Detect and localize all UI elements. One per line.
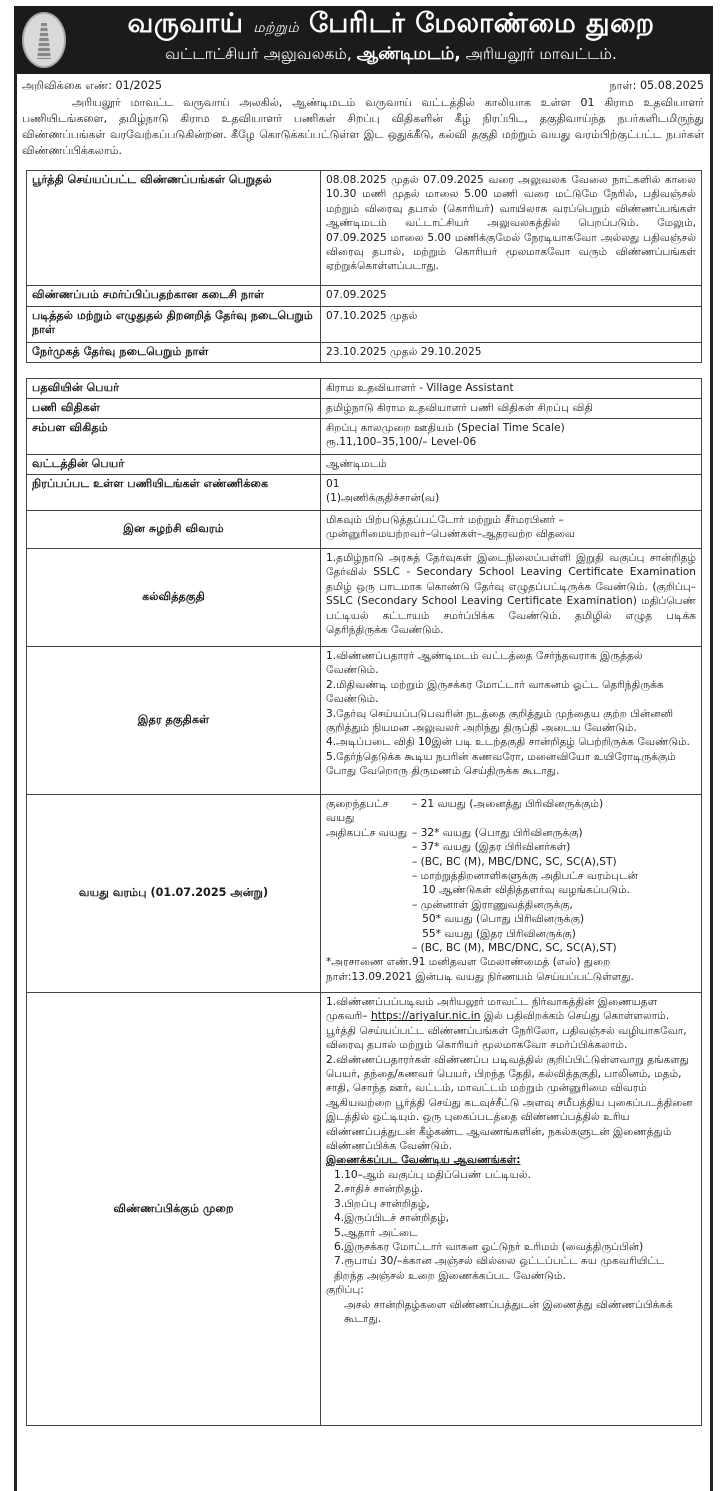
age-min-row xyxy=(326,797,696,826)
age-max-line: – 37* வயது (இதர பிரிவினர்கள்) xyxy=(412,841,571,854)
age-max-line: – முன்னாள் இராணுவத்தினருக்கு, xyxy=(412,898,573,911)
rules-value: தமிழ்நாடு கிராம உதவியாளர் பணி விதிகள் சிறப்பு விதி xyxy=(321,399,702,419)
taluk-label: வட்டத்தின் பெயர் xyxy=(27,455,321,475)
row-value: 08.08.2025 முதல் 07.09.2025 வரை அலுவலக வேலை நாட்களில் காலை 10.30 மணி முதல் மாலை 5.00 மணி வரை மட்டுமே நேரில், பதிவஞ்சல் மற்றும் விரைவு தபால் (கொரியர்) வாயிலாக வரப்பெறும் விண்ணப்பங்கள் ஆண்டிமடம் வட்டாட்சியர் அலுவலகத்தில் பெறப்படும். மேலும், 07.09.2025 மாலை 5.00 மணிக்குமேல் நேரடியாகவோ அல்லது பதிவஞ்சல் விரைவு தபால், மற்றும் கொரியர் மூலமாகவோ வரும் விண்ணப்பங்கள் ஏற்றுக்கொள்ளப்படாது. xyxy=(321,171,702,286)
table-row xyxy=(27,993,702,1426)
note-label: குறிப்பு: xyxy=(326,1284,364,1297)
apply-paragraph-1 xyxy=(326,995,696,1024)
table-row xyxy=(27,286,702,307)
age-max-line: 50* வயது (பொது பிரிவினருக்கு) xyxy=(412,913,585,926)
table-row xyxy=(27,455,702,475)
apply-method-label: விண்ணப்பிக்கும் முறை xyxy=(27,993,321,1426)
table-row xyxy=(27,399,702,419)
row-value: 07.09.2025 xyxy=(321,286,702,307)
apply-method-value xyxy=(321,993,702,1426)
title-part-1: வருவாய் xyxy=(127,8,244,39)
document-item: 3.பிறப்பு சான்றிதழ், xyxy=(334,1197,430,1210)
district-website-link[interactable]: https://ariyalur.nic.in xyxy=(370,1010,481,1023)
subtitle-part-3: அரியலூர் மாவட்டம். xyxy=(465,45,617,63)
other-qualifications-value xyxy=(321,647,702,795)
rotation-value xyxy=(321,511,702,549)
department-title xyxy=(76,8,706,43)
table-row xyxy=(27,419,702,455)
pay-value xyxy=(321,419,702,455)
rotation-label: இன சுழற்சி விவரம் xyxy=(27,511,321,549)
post-value: கிராம உதவியாளர் - Village Assistant xyxy=(321,379,702,399)
notice-intro: அரியலூர் மாவட்ட வருவாய் அலகில், ஆண்டிமடம் வருவாய் வட்டத்தில் காலியாக உள்ள 01 கிராம உதவியாளர் பணியிடங்களை, தமிழ்நாடு கிராம உதவியாளர் பணிகள் சிறப்பு விதிகளின் கீழ் நிரப்பிட, தகுதிவாய்ந்த நபர்களிடமிருந்து விண்ணப்பங்கள் வரவேற்கப்படுகின்றன. கீழே கொடுக்கப்பட்டுள்ள இட ஒதுக்கீடு, கல்வி தகுதி மற்றும் வயது வரம்பிற்குட்பட்ட நபர்கள் விண்ணப்பிக்கலாம். xyxy=(22,96,704,157)
list-item: 2.மிதிவண்டி மற்றும் இருசக்கர மோட்டார் வாகனம் ஓட்ட தெரிந்திருக்க வேண்டும். xyxy=(326,678,664,706)
document-item: 4.இருப்பிடச் சான்றிதழ், xyxy=(334,1212,450,1225)
title-part-3: பேரிடர் மேலாண்மை துறை xyxy=(309,8,655,39)
subtitle-part-2: ஆண்டிமடம், xyxy=(356,44,461,64)
age-note: *அரசாணை எண்.91 மனிதவள மேலாண்மைத் (எஸ்) துறை நாள்:13.09.2021 இன்படி வயது நிர்ணயம் செய்யப்பட்டுள்ளது. xyxy=(326,956,634,983)
table-row xyxy=(27,307,702,343)
age-max-row xyxy=(326,826,696,956)
age-limit-value xyxy=(321,795,702,993)
pay-range: ரூ.11,100–35,100/– Level-06 xyxy=(326,436,477,449)
schedule-table xyxy=(26,170,702,363)
document-item: 6.இருசக்கர மோட்டார் வாகன ஓட்டுநர் உரிமம் (வைத்திருப்பின்) xyxy=(334,1240,644,1253)
tamil-nadu-emblem-icon xyxy=(22,12,66,68)
pay-scale: சிறப்பு காலமுறை ஊதியம் (Special Time Scale) xyxy=(326,422,565,434)
apply-p1-text-after: இல் பதிவிறக்கம் செய்து கொள்ளலாம். xyxy=(483,1010,670,1023)
row-label: நேர்முகத் தேர்வு நடைபெறும் நாள் xyxy=(27,343,321,363)
education-value: 1.தமிழ்நாடு அரசுத் தேர்வுகள் இடைநிலைப்பள்ளி இறுதி வகுப்பு சான்றிதழ் தேர்வில் SSLC - Secondary School Leaving Certificate Examination தமிழ் ஒரு பாடமாக கொண்டு தேர்வு எழுதப்பட்டிருக்க வேண்டும். (குறிப்பு–SSLC (Secondary School Leaving Certificate Examination) மதிப்பெண் பட்டியல் கட்டாயம் சமர்ப்பிக்க வேண்டும். தமிழில் எழுத படிக்க தெரிந்திருக்க வேண்டும். xyxy=(321,549,702,647)
documents-heading: இணைக்கப்பட வேண்டிய ஆவணங்கள்: xyxy=(326,1154,521,1167)
table-row xyxy=(27,475,702,511)
table-row xyxy=(27,511,702,549)
table-row xyxy=(27,549,702,647)
apply-paragraph-2: பூர்த்தி செய்யப்பட்ட விண்ணப்பங்கள் நேரிலோ, பதிவஞ்சல் வழியாகவோ, விரைவு தபால் மற்றும் கொரியர் மூலமாகவோ சமர்ப்பிக்கலாம். xyxy=(326,1024,687,1052)
age-max-line: 55* வயது (இதர பிரிவினருக்கு) xyxy=(412,927,576,940)
details-table xyxy=(26,378,702,1426)
office-subtitle xyxy=(76,44,706,66)
age-max-line: – (BC, BC (M), MBC/DNC, SC, SC(A),ST) xyxy=(412,855,617,868)
row-label: பூர்த்தி செய்யப்பட்ட விண்ணப்பங்கள் பெறுதல் xyxy=(27,171,321,286)
age-max-values xyxy=(412,826,638,956)
education-label: கல்வித்தகுதி xyxy=(27,549,321,647)
table-row xyxy=(27,647,702,795)
notice-number: அறிவிக்கை எண்: 01/2025 xyxy=(22,79,163,92)
age-max-line: 10 ஆண்டுகள் விதித்தளர்வு வழங்கப்படும். xyxy=(412,884,630,897)
rotation-line-1: மிகவும் பிற்படுத்தப்பட்டோர் மற்றும் சீர்மரபினர் – xyxy=(326,514,564,526)
vacancy-value xyxy=(321,475,702,511)
table-row xyxy=(27,379,702,399)
apply-p1-text: 1.விண்ணப்பப்படிவம் அரியலூர் மாவட்ட நிர்வாகத்தின் இணையதள முகவரி– xyxy=(326,996,658,1023)
vacancy-count: 01 xyxy=(326,478,340,490)
row-label: விண்ணப்பம் சமர்ப்பிப்பதற்கான கடைசி நாள் xyxy=(27,286,321,307)
table-row xyxy=(27,343,702,363)
other-qualifications-label: இதர தகுதிகள் xyxy=(27,647,321,795)
age-max-line: – 32* வயது (பொது பிரிவினருக்கு) xyxy=(412,826,583,839)
list-item: 1.விண்ணப்பதாரர் ஆண்டிமடம் வட்டத்தை சேர்ந்தவராக இருத்தல் வேண்டும். xyxy=(326,650,643,677)
list-item: 4.அடிப்படை விதி 10இன் படி உடற்தகுதி சான்றிதழ் பெற்றிருக்க வேண்டும். xyxy=(326,736,690,749)
age-max-line: – மாற்றுத்திறனாளிகளுக்கு அதிபட்ச வரம்புடன் xyxy=(412,870,638,883)
document-item: 5.ஆதார் அட்டை xyxy=(334,1226,418,1239)
title-part-2: மற்றும் xyxy=(253,20,300,36)
age-max-line: – (BC, BC (M), MBC/DNC, SC, SC(A),ST) xyxy=(412,942,617,955)
document-item: 2.சாதிச் சான்றிதழ். xyxy=(334,1183,424,1196)
department-header xyxy=(14,6,713,74)
notice-line xyxy=(22,79,704,94)
vacancy-label: நிரப்பப்பட உள்ள பணியிடங்கள் எண்ணிக்கை xyxy=(27,475,321,511)
rotation-line-2: முன்னுரிமையற்றவர்–பெண்கள்–ஆதரவற்ற விதவை xyxy=(326,528,576,541)
table-row xyxy=(27,171,702,286)
document-item: 7.ரூபாய் 30/–க்கான அஞ்சல் வில்லை ஒட்டப்பட்ட சுய முகவரியிட்ட திறந்த அஞ்சல் உறை இணைக்கப்பட வேண்டும். xyxy=(334,1255,665,1282)
list-item: 3.தேர்வு செய்யப்படுபவரின் நடத்தை குறித்தும் முந்தைய குற்ற பின்னனி குறித்தும் நியமன அலுவலர் அறிந்து திருப்தி அடைய வேண்டும். xyxy=(326,707,674,735)
age-min-value: – 21 வயது (அனைத்து பிரிவினருக்கும்) xyxy=(412,798,604,810)
table-row xyxy=(27,795,702,993)
apply-paragraph-3: 2.விண்ணப்பதாரர்கள் விண்ணப்ப படிவத்தில் குறிப்பிட்டுள்ளவாறு தங்களது பெயர், தந்தை/கணவர் பெயர், பிறந்த தேதி, கல்வித்தகுதி, பாலினம், மதம், சாதி, சொந்த ஊர், வட்டம், மாவட்டம் மற்றும் முன்னுரிமை விவரம் ஆகியவற்றை பூர்த்தி செய்து கடவுச்சீட்டு அளவு சமீபத்திய புகைப்படத்தினை இடத்தில் ஒட்டியும். ஒரு புகைப்படத்தை விண்ணப்பத்தில் உரிய விண்ணப்பத்துடன் கீழ்கண்ட ஆவணங்களின், நகல்களுடன் இணைத்தும் விண்ணப்பிக்க வேண்டும். xyxy=(326,1053,693,1153)
list-item: 5.தேர்ந்தெடுக்க கூடிய நபரின் கணவரோ, மனைவியோ உயிரோடிருக்கும் போது வேறொரு திருமணம் செய்திருக்க கூடாது. xyxy=(326,750,676,778)
age-limit-label: வயது வரம்பு (01.07.2025 அன்று) xyxy=(27,795,321,993)
vacancy-category: (1)அணிக்குதிச்சான்(வ) xyxy=(326,492,440,505)
age-max-key: அதிகபட்ச வயது xyxy=(326,826,408,839)
post-label: பதவியின் பெயர் xyxy=(27,379,321,399)
notice-date: நாள்: 05.08.2025 xyxy=(609,79,704,92)
note-text: அசல் சான்றிதழ்களை விண்ணப்பத்துடன் இணைத்து விண்ணப்பிக்கக் கூடாது. xyxy=(344,1298,673,1325)
age-min-key: குறைந்தபட்ச வயது xyxy=(326,798,389,825)
row-value: 07.10.2025 முதல் xyxy=(321,307,702,343)
row-label: படித்தல் மற்றும் எழுதுதல் திறனறித் தேர்வு நடைபெறும் நாள் xyxy=(27,307,321,343)
pay-label: சம்பள விகிதம் xyxy=(27,419,321,455)
subtitle-part-1: வட்டாட்சியர் அலுவலகம், xyxy=(165,45,352,63)
document-item: 1.10–ஆம் வகுப்பு மதிப்பெண் பட்டியல். xyxy=(334,1168,531,1181)
row-value: 23.10.2025 முதல் 29.10.2025 xyxy=(321,343,702,363)
rules-label: பணி விதிகள் xyxy=(27,399,321,419)
taluk-value: ஆண்டிமடம் xyxy=(321,455,702,475)
